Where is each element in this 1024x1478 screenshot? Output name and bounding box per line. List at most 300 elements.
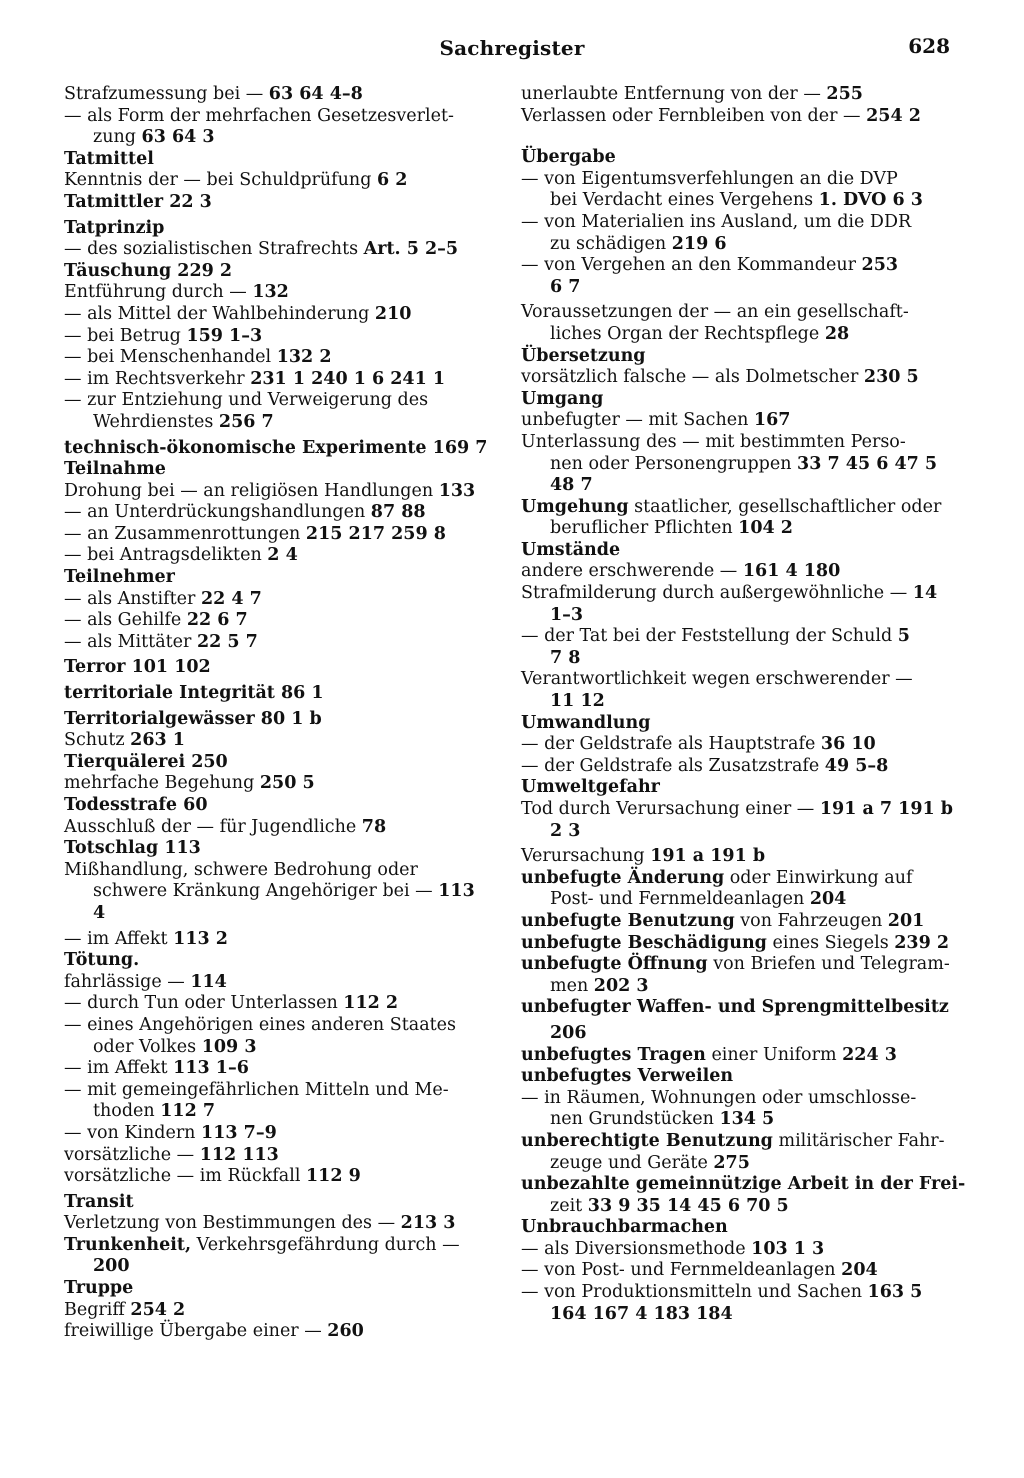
index-entry-text: Verantwortlichkeit wegen erschwerender —	[521, 669, 913, 690]
index-entry-text: schwere Kränkung Angehöriger bei —	[93, 881, 439, 902]
page-reference: 28	[824, 323, 850, 344]
page-reference: 101 102	[131, 657, 211, 678]
index-entry-text: Mißhandlung, schwere Bedrohung oder	[64, 859, 418, 880]
index-entry-text: men	[550, 975, 594, 996]
page-reference: 204	[841, 1260, 878, 1281]
index-entry-text: — eines Angehörigen eines anderen Staates	[64, 1014, 457, 1035]
index-entry-text: — als Form der mehrfachen Gesetzesverlet-	[64, 105, 454, 126]
index-entry-text: — der Geldstrafe als Hauptstrafe	[521, 734, 821, 755]
page-reference: 167	[753, 410, 791, 431]
index-line	[521, 540, 961, 562]
page-reference: 63 64 3	[141, 127, 215, 148]
index-line	[521, 302, 961, 324]
page-reference: 169 7	[432, 437, 488, 458]
index-line	[521, 734, 961, 756]
page-reference: 86 1	[280, 683, 324, 704]
index-entry-text: — der Geldstrafe als Zusatzstrafe	[521, 755, 825, 776]
index-heading: unbefugte Beschädigung	[521, 932, 767, 953]
page-reference: 253	[861, 255, 899, 276]
index-line	[64, 545, 504, 567]
page-reference: 132 2	[276, 347, 332, 368]
page-reference: 87 88	[370, 502, 426, 523]
index-entry-text: bei Verdacht eines Vergehens	[550, 190, 819, 211]
index-line	[64, 838, 504, 860]
index-line	[64, 1037, 504, 1059]
page-reference: 33 7 45 6 47 5	[797, 453, 938, 474]
index-entry-text: militärischer Fahr-	[772, 1130, 945, 1151]
index-line	[64, 149, 504, 171]
page-reference: 112 9	[305, 1166, 361, 1187]
page-reference: 201	[887, 910, 925, 931]
index-entry-text: einer Uniform	[705, 1044, 843, 1065]
index-line	[521, 933, 961, 955]
index-entry-text: — im Rechtsverkehr	[64, 368, 251, 389]
page-reference: 255	[826, 84, 863, 104]
index-heading: unbefugte Änderung	[521, 867, 725, 888]
index-line	[521, 147, 961, 169]
index-heading: Transit	[64, 1191, 134, 1212]
index-entry-text: Unterlassung des — mit bestimmten Perso-	[521, 431, 906, 452]
index-line	[521, 911, 961, 933]
index-line	[521, 889, 961, 911]
index-line	[521, 1023, 961, 1045]
page-reference: 11 12	[550, 691, 605, 712]
index-line	[521, 324, 961, 346]
index-entry-text: Entführung durch —	[64, 282, 253, 303]
page-reference: 230 5	[863, 367, 919, 388]
index-entry-text: staatlicher, gesellschaftlicher oder	[628, 496, 942, 517]
index-line	[64, 657, 504, 679]
index-line	[64, 1213, 504, 1235]
index-line	[521, 410, 961, 432]
index-entry-text: Post- und Fernmeldeanlagen	[550, 889, 810, 910]
index-entry-text: — von Kindern	[64, 1122, 202, 1143]
page-reference: 60	[183, 795, 208, 815]
page-reference: 132	[252, 282, 289, 303]
index-heading: Trunkenheit,	[64, 1234, 192, 1255]
index-line	[521, 821, 961, 843]
index-entry-text: — bei Antragsdelikten	[64, 545, 268, 566]
page-reference: 200	[93, 1256, 130, 1277]
index-entry-text: oder Volkes	[93, 1036, 202, 1057]
page-reference: 22 5 7	[196, 631, 258, 652]
index-line	[64, 972, 504, 994]
index-line	[64, 459, 504, 481]
index-line	[521, 868, 961, 890]
page-reference: 80 1 b	[260, 708, 322, 729]
index-entry-text: Wehrdienstes	[93, 411, 219, 432]
index-line	[521, 561, 961, 583]
index-line	[521, 84, 961, 106]
left-column	[64, 84, 504, 1343]
index-heading: Tatprinzip	[64, 217, 165, 238]
page-reference: 113 2	[173, 928, 228, 949]
page-reference: 22 6 7	[186, 610, 248, 631]
index-line	[64, 261, 504, 283]
page-reference: 191 a 191 b	[650, 846, 766, 867]
index-line	[521, 1153, 961, 1175]
right-column	[521, 84, 966, 1325]
index-line	[521, 346, 961, 368]
index-line	[64, 412, 504, 434]
index-entry-text: — mit gemeingefährlichen Mitteln und Me-	[64, 1079, 449, 1100]
page-reference: 159 1–3	[186, 325, 263, 346]
index-line	[64, 683, 504, 705]
index-entry-text: Drohung bei — an religiösen Handlungen	[64, 480, 439, 501]
page-reference: 22 4 7	[200, 588, 262, 609]
index-heading: Tatmittler	[64, 191, 170, 212]
index-entry-text: unbefugter — mit Sachen	[521, 410, 754, 431]
index-line	[64, 192, 504, 214]
index-heading: Tatmittel	[64, 148, 154, 169]
index-entry-text: thoden	[93, 1101, 161, 1122]
page-reference: 2 4	[267, 545, 298, 566]
index-line	[64, 326, 504, 348]
page-reference: 275	[713, 1152, 750, 1173]
index-heading: Tierquälerei	[64, 751, 192, 772]
index-entry-text: Verlassen oder Fernbleiben von der —	[521, 105, 867, 126]
index-line	[64, 369, 504, 391]
index-line	[521, 454, 961, 476]
index-heading: Umgehung	[521, 496, 629, 517]
page-reference: 4	[93, 902, 106, 923]
index-line	[64, 1123, 504, 1145]
page-reference: 133	[438, 480, 476, 501]
index-line	[521, 691, 961, 713]
index-entry-text: eines Siegels	[766, 932, 895, 953]
index-line	[64, 481, 504, 503]
page-reference: 164 167 4 183 184	[550, 1303, 733, 1324]
index-heading: territoriale Integrität	[64, 683, 281, 704]
index-line	[64, 1256, 504, 1278]
index-line	[521, 1304, 961, 1326]
page-reference: 2 3	[550, 820, 581, 841]
index-line	[64, 1192, 504, 1214]
index-heading: unbefugte Öffnung	[521, 954, 708, 975]
index-line	[521, 277, 961, 299]
index-entry-text: — bei Menschenhandel	[64, 347, 277, 368]
index-line	[521, 846, 961, 868]
page-reference: 78	[361, 816, 387, 837]
index-line	[64, 993, 504, 1015]
index-entry-text: vorsätzliche —	[64, 1144, 200, 1165]
index-entry-text: — von Post- und Fernmeldeanlagen	[521, 1260, 842, 1281]
index-line	[521, 669, 961, 691]
index-line	[64, 709, 504, 731]
index-line	[521, 756, 961, 778]
index-heading: Truppe	[64, 1278, 134, 1299]
page-reference: 256 7	[218, 411, 274, 432]
index-line	[64, 1300, 504, 1322]
page-reference: 239 2	[894, 932, 950, 953]
index-entry-text: — von Produktionsmitteln und Sachen	[521, 1282, 868, 1303]
index-heading: Unbrauchbarmachen	[521, 1217, 728, 1238]
index-entry-text: — an Zusammenrottungen	[64, 523, 306, 544]
page-reference: 22 3	[169, 191, 212, 212]
index-entry-text: — an Unterdrückungshandlungen	[64, 502, 371, 523]
index-entry-text: — in Räumen, Wohnungen oder umschlosse-	[521, 1087, 917, 1108]
index-heading: unbezahlte gemeinnützige Arbeit in der Frei-	[521, 1174, 966, 1195]
page-reference: 224 3	[842, 1044, 897, 1065]
index-entry-text: zu schädigen	[550, 233, 672, 254]
index-entry-text: zeit	[550, 1195, 588, 1216]
page-reference: 206	[550, 1022, 587, 1043]
index-line	[64, 347, 504, 369]
page-reference: 231 1 240 1 6 241 1	[250, 368, 446, 389]
page-reference: 113	[438, 881, 475, 902]
index-heading: Totschlag	[64, 838, 165, 859]
index-entry-text: — bei Betrug	[64, 325, 187, 346]
index-line	[64, 1235, 504, 1257]
index-entry-text: Begriff	[64, 1299, 131, 1320]
page-reference: 134 5	[719, 1109, 775, 1130]
index-line	[521, 954, 961, 976]
page-reference: 1–3	[550, 604, 584, 625]
page-reference: 250 5	[259, 773, 315, 794]
page-reference: 112 2	[343, 993, 399, 1014]
index-line	[64, 304, 504, 326]
index-entry-text: Schutz	[64, 730, 131, 751]
index-entry-text: — durch Tun oder Unterlassen	[64, 993, 344, 1014]
index-entry-text: beruflicher Pflichten	[550, 518, 739, 539]
page-reference: 14	[912, 583, 938, 604]
index-heading: Umweltgefahr	[521, 777, 660, 798]
index-line	[64, 1278, 504, 1300]
index-entry-text: Ausschluß der — für Jugendliche	[64, 816, 362, 837]
index-line	[521, 432, 961, 454]
index-line	[64, 218, 504, 240]
index-line	[64, 127, 504, 149]
index-line	[521, 497, 961, 519]
index-entry-text: Verursachung	[521, 846, 651, 867]
index-line	[64, 730, 504, 752]
page-reference: 7 8	[550, 647, 581, 668]
index-entry-text: — als Diversionsmethode	[521, 1238, 752, 1259]
index-line	[521, 1282, 961, 1304]
index-line	[521, 1174, 966, 1196]
index-line	[521, 389, 961, 411]
index-line	[521, 367, 961, 389]
index-entry-text: — von Eigentumsverfehlungen an die DVP	[521, 168, 898, 189]
page-reference: 1. DVO 6 3	[818, 190, 923, 211]
index-entry-text: von Briefen und Telegram-	[707, 954, 950, 975]
index-line	[64, 524, 504, 546]
page-number: 628	[908, 34, 950, 58]
index-entry-text: unerlaubte Entfernung von der —	[521, 84, 827, 104]
page-reference: 36 10	[820, 734, 876, 755]
index-line	[521, 713, 961, 735]
index-line	[521, 799, 961, 821]
page-reference: 263 1	[130, 730, 185, 751]
index-entry-text: liches Organ der Rechtspflege	[550, 323, 825, 344]
index-line	[64, 1058, 504, 1080]
index-entry-text: — zur Entziehung und Verweigerung des	[64, 390, 429, 411]
index-line	[64, 567, 504, 589]
index-line	[64, 860, 504, 882]
index-entry-text: Verletzung von Bestimmungen des —	[64, 1213, 401, 1234]
index-line	[521, 1109, 961, 1131]
page-reference: 48 7	[550, 475, 593, 496]
page-reference: 219 6	[671, 233, 727, 254]
index-entry-text: — des sozialistischen Strafrechts	[64, 239, 364, 260]
index-line	[64, 502, 504, 524]
index-entry-text: Verkehrsgefährdung durch —	[191, 1234, 460, 1255]
page-reference: 5	[897, 626, 910, 647]
index-entry-text: Voraussetzungen der — an ein gesellschaft-	[521, 302, 909, 323]
index-heading: Übergabe	[521, 147, 616, 168]
index-entry-text: Kenntnis der — bei Schuldprüfung	[64, 170, 377, 191]
index-line	[521, 997, 961, 1019]
index-line	[521, 583, 961, 605]
index-entry-text: — im Affekt	[64, 928, 174, 949]
index-line	[64, 1321, 504, 1343]
index-heading: Terror	[64, 657, 132, 678]
index-heading: Umwandlung	[521, 712, 651, 733]
index-entry-text: — als Mittel der Wahlbehinderung	[64, 303, 375, 324]
index-heading: unbefugtes Tragen	[521, 1044, 706, 1065]
index-heading: Täuschung	[64, 260, 178, 281]
page-reference: 104 2	[738, 518, 793, 539]
page-reference: 63 64 4–8	[268, 84, 363, 104]
index-entry-text: — der Tat bei der Feststellung der Schuld	[521, 626, 898, 647]
page-reference: 113 1–6	[173, 1058, 249, 1079]
page-reference: 163 5	[867, 1282, 923, 1303]
page-reference: 6 2	[376, 170, 408, 191]
index-line	[521, 212, 961, 234]
index-line	[64, 950, 504, 972]
page-reference: 215 217 259 8	[305, 523, 446, 544]
page-reference: 260	[327, 1321, 364, 1342]
index-heading: Todesstrafe	[64, 795, 184, 815]
index-entry-text: fahrlässige —	[64, 971, 191, 992]
index-heading: unberechtigte Benutzung	[521, 1130, 773, 1151]
index-line	[64, 1101, 504, 1123]
index-entry-text: vorsätzlich falsche — als Dolmetscher	[521, 367, 864, 388]
index-heading: unbefugtes Verweilen	[521, 1066, 734, 1087]
index-line	[64, 1080, 504, 1102]
page-reference: 112 113	[199, 1144, 279, 1165]
page-reference: 254 2	[866, 105, 921, 126]
index-heading: Umgang	[521, 388, 604, 409]
index-entry-text: — als Anstifter	[64, 588, 201, 609]
index-line	[521, 1217, 961, 1239]
index-heading: Tötung.	[64, 950, 140, 971]
index-entry-text: Tod durch Verursachung einer —	[521, 799, 820, 819]
index-entry-text: — als Mittäter	[64, 631, 197, 652]
index-line	[64, 239, 504, 261]
index-line	[64, 106, 504, 128]
index-line	[521, 1131, 961, 1153]
index-line	[64, 773, 504, 795]
page-reference: 210	[374, 303, 412, 324]
page-reference: 113	[164, 838, 201, 859]
page-reference: 109 3	[201, 1036, 257, 1057]
index-heading: Teilnehmer	[64, 567, 175, 588]
index-line	[64, 752, 504, 774]
index-line	[64, 589, 504, 611]
index-entry-text: — von Materialien ins Ausland, um die DDR	[521, 211, 912, 232]
index-line	[64, 881, 504, 903]
page-reference: 33 9 35 14 45 6 70 5	[587, 1195, 789, 1216]
index-entry-text: Strafmilderung durch außergewöhnliche —	[521, 583, 913, 604]
page-title: Sachregister	[439, 36, 585, 60]
index-line	[64, 1145, 504, 1167]
page-reference: 161 4 180	[742, 561, 841, 582]
index-entry-text: zung	[93, 127, 142, 148]
page-reference: 113 7–9	[201, 1122, 277, 1143]
index-heading: Umstände	[521, 539, 621, 560]
index-line	[64, 438, 504, 460]
index-entry-text: zeuge und Geräte	[550, 1152, 714, 1173]
index-line	[64, 795, 504, 817]
index-entry-text: vorsätzliche — im Rückfall	[64, 1166, 306, 1187]
index-line	[521, 626, 961, 648]
page-reference: Art. 5 2–5	[363, 239, 459, 260]
index-heading: Territorialgewässer	[64, 708, 261, 729]
page-reference: 191 a 7 191 b	[819, 799, 954, 819]
index-heading: Übersetzung	[521, 345, 646, 366]
page-reference: 204	[809, 889, 847, 910]
index-entry-text: andere erschwerende —	[521, 561, 743, 582]
index-line	[521, 106, 961, 128]
index-line	[64, 632, 504, 654]
index-line	[521, 777, 961, 799]
index-heading: Teilnahme	[64, 459, 166, 480]
index-line	[64, 1166, 504, 1188]
page-reference: 112 7	[160, 1101, 216, 1122]
index-entry-text: — im Affekt	[64, 1058, 174, 1079]
page-reference: 103 1 3	[751, 1238, 825, 1259]
index-entry-text: mehrfache Begehung	[64, 773, 260, 794]
page-reference: 114	[190, 971, 227, 992]
index-line	[64, 903, 504, 925]
page-reference: 250	[191, 751, 228, 772]
index-entry-text: — von Vergehen an den Kommandeur	[521, 255, 862, 276]
index-line	[521, 605, 961, 627]
index-line	[521, 1045, 961, 1067]
index-entry-text: — als Gehilfe	[64, 610, 187, 631]
page-reference: 202 3	[593, 975, 649, 996]
index-entry-text: oder Einwirkung auf	[724, 867, 913, 888]
index-line	[521, 190, 961, 212]
index-line	[521, 255, 961, 277]
index-line	[521, 1066, 961, 1088]
index-entry-text: freiwillige Übergabe einer —	[64, 1321, 328, 1342]
index-entry-text: Strafzumessung bei —	[64, 84, 269, 104]
index-line	[521, 518, 961, 540]
index-heading: unbefugte Benutzung	[521, 910, 735, 931]
index-line	[64, 817, 504, 839]
page-reference: 213 3	[400, 1213, 456, 1234]
page-reference: 254 2	[130, 1299, 186, 1320]
page-reference: 229 2	[177, 260, 233, 281]
index-heading: unbefugter Waffen- und Sprengmittelbesitz	[521, 997, 949, 1018]
index-line	[521, 1260, 961, 1282]
index-line	[521, 1088, 961, 1110]
index-line	[521, 1239, 961, 1261]
index-line	[521, 475, 961, 497]
index-line	[64, 170, 504, 192]
index-line	[521, 648, 961, 670]
index-line	[64, 282, 504, 304]
page-reference: 6 7	[550, 276, 581, 297]
index-line	[64, 390, 504, 412]
index-entry-text: nen Grundstücken	[550, 1109, 720, 1130]
index-entry-text: nen oder Personengruppen	[550, 453, 798, 474]
index-line	[64, 929, 504, 951]
index-line	[521, 976, 961, 998]
index-heading: technisch-ökonomische Experimente	[64, 437, 433, 458]
